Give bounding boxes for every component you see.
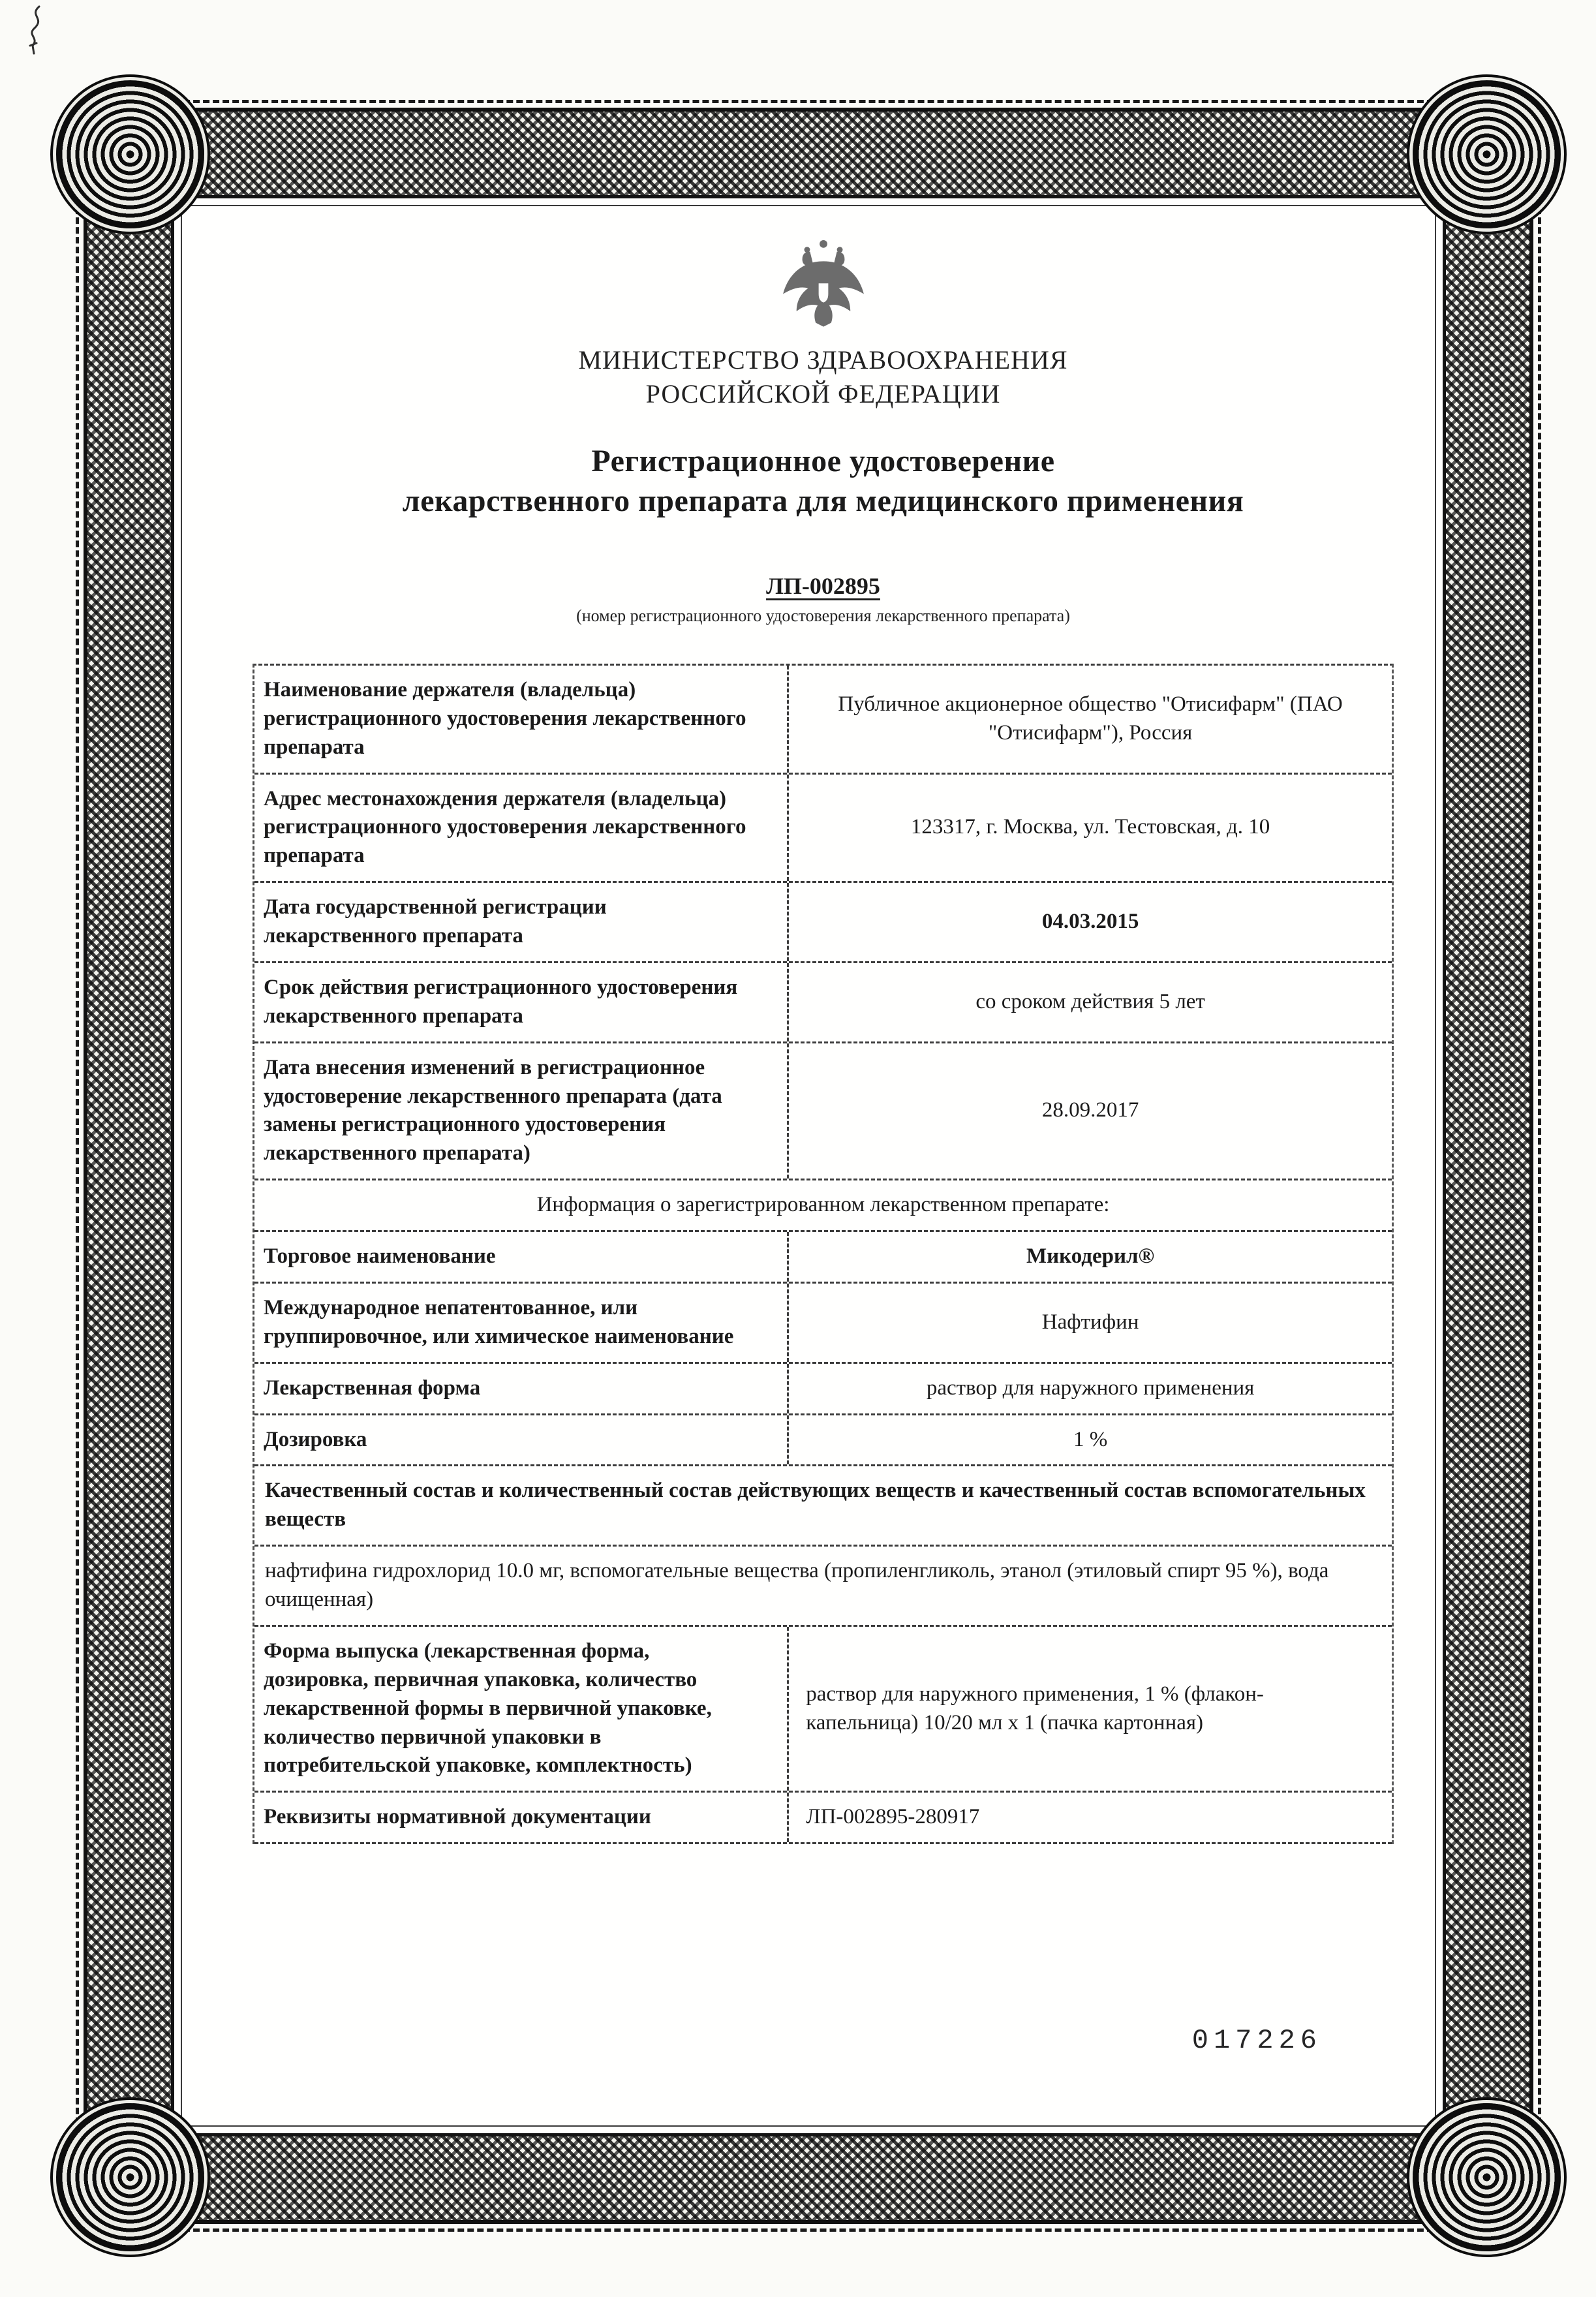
field-label-dosage-form: Лекарственная форма: [254, 1364, 789, 1413]
table-row-address: [254, 775, 1392, 884]
field-value-validity: со сроком действия 5 лет: [975, 989, 1205, 1013]
table-row-dosage-form: [254, 1364, 1392, 1415]
field-value-registration-date: 04.03.2015: [1041, 910, 1139, 934]
serial-number: 017226: [1191, 2025, 1322, 2056]
field-value-amendment-date: 28.09.2017: [1041, 1098, 1139, 1122]
field-label-dosage: Дозировка: [254, 1415, 789, 1465]
table-row-inn: [254, 1284, 1392, 1364]
table-row-registration-date: [254, 883, 1392, 963]
table-row-normative-docs: [254, 1793, 1392, 1844]
registration-number-caption: (номер регистрационного удостоверения лекарственного препарата): [576, 606, 1070, 625]
field-value-release-form: раствор для наружного применения, 1 % (флакон-капельница) 10/20 мл х 1 (пачка картонная): [806, 1682, 1264, 1734]
title-line-1: Регистрационное удостоверение: [591, 444, 1055, 478]
field-label-release-form: Форма выпуска (лекарственная форма, дозировка, первичная упаковка, количество лекарственной формы в первичной упаковке, количество первичной упаковки в потребительской упаковке, комплектность): [254, 1627, 789, 1791]
field-label-trade-name: Торговое наименование: [254, 1232, 789, 1282]
field-value-trade-name: Микодерил®: [1026, 1244, 1155, 1268]
table-row-trade-name: [254, 1232, 1392, 1284]
certificate-table: [253, 664, 1394, 1844]
field-value-dosage-form: раствор для наружного применения: [926, 1376, 1255, 1400]
certificate-content: [174, 198, 1443, 2133]
field-value-address: 123317, г. Москва, ул. Тестовская, д. 10: [910, 815, 1270, 839]
title-line-2: лекарственного препарата для медицинского применения: [402, 484, 1244, 519]
field-label-address: Адрес местонахождения держателя (владельца) регистрационного удостоверения лекарственного препарата: [254, 775, 789, 882]
composition-heading: Качественный состав и количественный состав действующих веществ и качественный состав вспомогательных веществ: [254, 1466, 1392, 1547]
field-label-amendment-date: Дата внесения изменений в регистрационное удостоверение лекарственного препарата (дата замены регистрационного удостоверения лекарственного препарата): [254, 1043, 789, 1179]
table-row-holder: [254, 666, 1392, 775]
ministry-line-2: РОССИЙСКОЙ ФЕДЕРАЦИИ: [645, 379, 1001, 409]
ornamental-border: [84, 108, 1533, 2224]
field-value-dosage: 1 %: [1073, 1427, 1108, 1451]
corner-rosette-icon: [56, 2103, 204, 2251]
field-value-holder: Публичное акционерное общество "Отисифарм" (ПАО "Отисифарм"), Россия: [838, 692, 1343, 745]
corner-rosette-icon: [56, 80, 204, 228]
composition-text: нафтифина гидрохлорид 10.0 мг, вспомогательные вещества (пропиленгликоль, этанол (этиловый спирт 95 %), вода очищенная): [254, 1547, 1392, 1627]
info-section-heading: Информация о зарегистрированном лекарственном препарате:: [254, 1180, 1392, 1232]
registration-number: ЛП-002895: [766, 572, 880, 599]
field-value-inn: Нафтифин: [1041, 1310, 1139, 1334]
field-label-inn: Международное непатентованное, или группировочное, или химическое наименование: [254, 1284, 789, 1362]
certificate-body: [171, 195, 1446, 2136]
document-title: [253, 441, 1394, 521]
field-value-normative-docs: ЛП-002895-280917: [806, 1805, 980, 1829]
table-row-amendment-date: [254, 1043, 1392, 1181]
corner-rosette-icon: [1413, 2103, 1561, 2251]
field-label-validity: Срок действия регистрационного удостоверения лекарственного препарата: [254, 963, 789, 1041]
coat-of-arms-icon: [771, 238, 876, 333]
field-label-holder: Наименование держателя (владельца) регистрационного удостоверения лекарственного препарата: [254, 666, 789, 773]
table-row-dosage: [254, 1415, 1392, 1467]
handwritten-mark: [17, 3, 56, 61]
ministry-line-1: МИНИСТЕРСТВО ЗДРАВООХРАНЕНИЯ: [578, 345, 1068, 375]
table-row-release-form: [254, 1627, 1392, 1793]
corner-rosette-icon: [1413, 80, 1561, 228]
field-label-normative-docs: Реквизиты нормативной документации: [254, 1793, 789, 1842]
table-row-validity: [254, 963, 1392, 1043]
ministry-name: [253, 343, 1394, 411]
field-label-registration-date: Дата государственной регистрации лекарственного препарата: [254, 883, 789, 961]
